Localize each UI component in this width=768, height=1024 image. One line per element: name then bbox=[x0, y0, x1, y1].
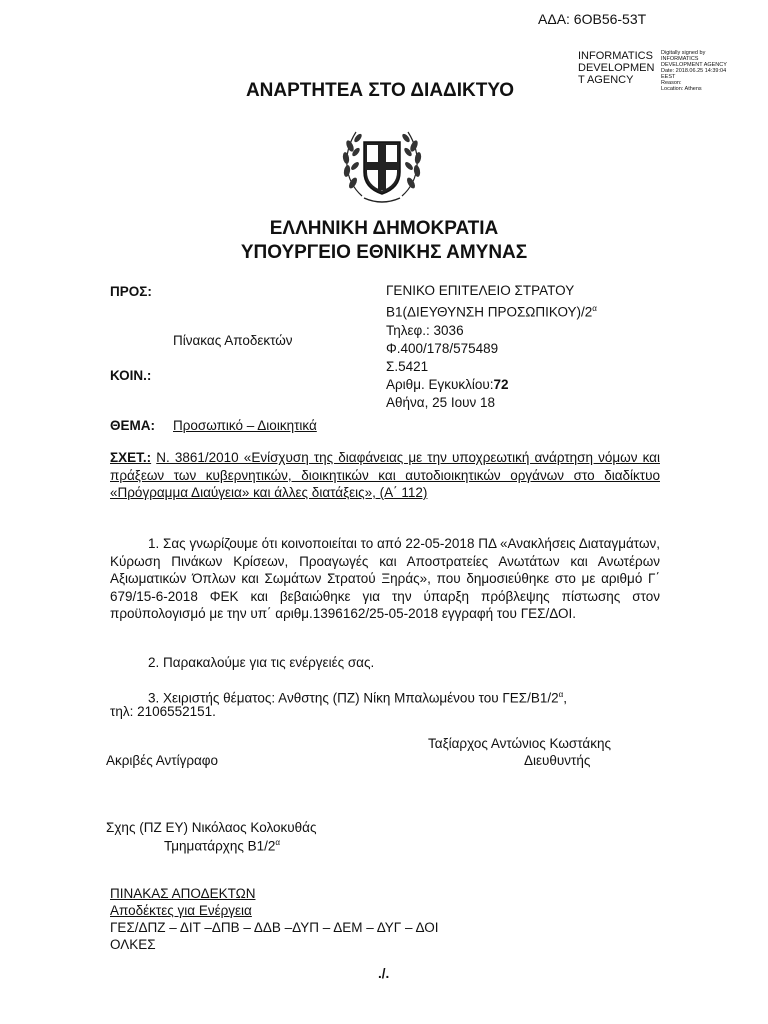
signature-line: Reason: bbox=[661, 80, 682, 86]
signature-line: Date: 2018.06.25 14:39:04 bbox=[661, 68, 727, 74]
distribution-title: ΠΙΝΑΚΑΣ ΑΠΟΔΕΚΤΩΝ bbox=[110, 886, 256, 901]
true-copy-label: Ακριβές Αντίγραφο bbox=[106, 753, 219, 768]
document-date: Αθήνα, 25 Ιουν 18 bbox=[386, 394, 496, 410]
pros-label: ΠΡΟΣ: bbox=[110, 284, 152, 299]
ada-code: ΑΔΑ: 6ΟΒ56-53Τ bbox=[538, 11, 647, 27]
signatory-name: Ταξίαρχος Αντώνιος Κωστάκης bbox=[428, 736, 611, 751]
handler-phone: τηλ: 2106552151. bbox=[110, 704, 216, 719]
subject-label: ΘΕΜΑ: bbox=[110, 418, 155, 433]
ministry-title: ΥΠΟΥΡΓΕΙΟ ΕΘΝΙΚΗΣ ΑΜΥΝΑΣ bbox=[240, 242, 528, 263]
signature-line: INFORMATICS bbox=[661, 56, 699, 62]
paragraph-text: Παρακαλούμε για τις ενέργειές σας. bbox=[163, 655, 375, 670]
paragraph-1 bbox=[110, 535, 660, 623]
sender-phone: Τηλεφ.: 3036 bbox=[386, 322, 464, 338]
certifier-name: Σχης (ΠΖ ΕΥ) Νικόλαος Κολοκυθάς bbox=[106, 820, 317, 835]
reference-label: ΣΧΕΤ.: bbox=[110, 450, 152, 465]
sender-org: ΓΕΝΙΚΟ ΕΠΙΤΕΛΕΙΟ ΣΤΡΑΤΟΥ bbox=[386, 283, 575, 298]
subject-value: Προσωπικό – Διοικητικά bbox=[173, 418, 317, 433]
file-number: Φ.400/178/575489 bbox=[386, 340, 499, 356]
distribution-subtitle: Αποδέκτες για Ενέργεια bbox=[110, 903, 252, 918]
sender-directorate: Β1(ΔΙΕΥΘΥΝΣΗ $\Pi PO\Sigma\Omega\Pi IKO\Upsilon)/2^\alpha$ bbox=[386, 304, 597, 320]
distribution-recipients-2: ΟΛΚΕΣ bbox=[110, 937, 156, 952]
signatory-title: Διευθυντής bbox=[524, 753, 591, 768]
end-mark: ./. bbox=[378, 966, 390, 981]
reference-text: Ν. 3861/2010 «Ενίσχυση της διαφάνειας με την υποχρεωτική ανάρτηση νόμων και πράξεων των κυβερνητικών, διοικητικών και αυτοδιοικητικών οργάνων στο διαδίκτυο «Πρόγραμμα Διαύγεια» και άλλες διατάξεις», (Α΄ 112) bbox=[110, 450, 660, 500]
signature-line: Location: Athens bbox=[661, 86, 702, 92]
recipients-table-ref: Πίνακας Αποδεκτών bbox=[173, 333, 293, 348]
paragraph-text: Σας γνωρίζουμε ότι κοινοποιείται το από 22-05-2018 ΠΔ «Ανακλήσεις Διαταγμάτων, Κύρωση Πινάκων Κρίσεων, Προαγωγές και Αποστρατείες Ανωτάτων και Ανωτέρων Αξιωματικών Όπλων και Σωμάτων Στρατού Ξηράς», που δημοσιεύθηκε στο με αριθμό Γ΄ 679/15-6-2018 ΦΕΚ και βεβαιώθηκε για την ύπαρξη πρόβλεψης πίστωσης στον προϋπολογισμό με την υπ΄ αριθμ.1396162/25-05-2018 εγγραφή του ΓΕΣ/ΔΟΙ. bbox=[110, 536, 660, 621]
sigma-number: Σ.5421 bbox=[386, 358, 429, 374]
paragraph-number: 1. bbox=[148, 536, 160, 551]
signature-line: EEST bbox=[661, 74, 676, 80]
certifier-title: Τμηματάρχης $B1/2^\alpha$ bbox=[164, 838, 280, 854]
paragraph-3: 3. Χειριστής θέματος: Ανθστης (ΠΖ) Νίκη Μπαλωμένου του ΓΕΣ/$B1/2^\alpha$, bbox=[148, 690, 568, 706]
publish-notice: ΑΝΑΡΤΗΤΕΑ ΣΤΟ ΔΙΑΔΙΚΤΥΟ bbox=[245, 80, 515, 101]
paragraph-number: 3. bbox=[148, 690, 160, 706]
reference bbox=[110, 449, 660, 502]
sender-block bbox=[386, 282, 597, 412]
signature-line: DEVELOPMENT AGENCY bbox=[661, 62, 727, 68]
republic-title: ΕΛΛΗΝΙΚΗ ΔΗΜΟΚΡΑΤΙΑ bbox=[269, 218, 499, 239]
signature-line: Digitally signed by bbox=[661, 50, 706, 56]
circular-number: Αριθμ. Εγκυκλίου:72 bbox=[386, 376, 509, 392]
paragraph-text: Χειριστής θέματος: Ανθστης (ΠΖ) Νίκη Μπαλωμένου του ΓΕΣ/Β1/2 bbox=[163, 690, 559, 706]
paragraph-2 bbox=[110, 654, 660, 672]
signature-org: INFORMATICS DEVELOPMEN T AGENCY bbox=[578, 50, 655, 86]
distribution-recipients: ΓΕΣ/ΔΠΖ – ΔΙΤ –ΔΠΒ – ΔΔΒ –ΔΥΠ – ΔΕΜ – ΔΥΓ – ΔΟΙ bbox=[110, 920, 439, 935]
greek-coat-of-arms-icon bbox=[334, 114, 430, 210]
koin-label: ΚΟΙΝ.: bbox=[110, 368, 152, 383]
paragraph-number: 2. bbox=[148, 655, 160, 670]
